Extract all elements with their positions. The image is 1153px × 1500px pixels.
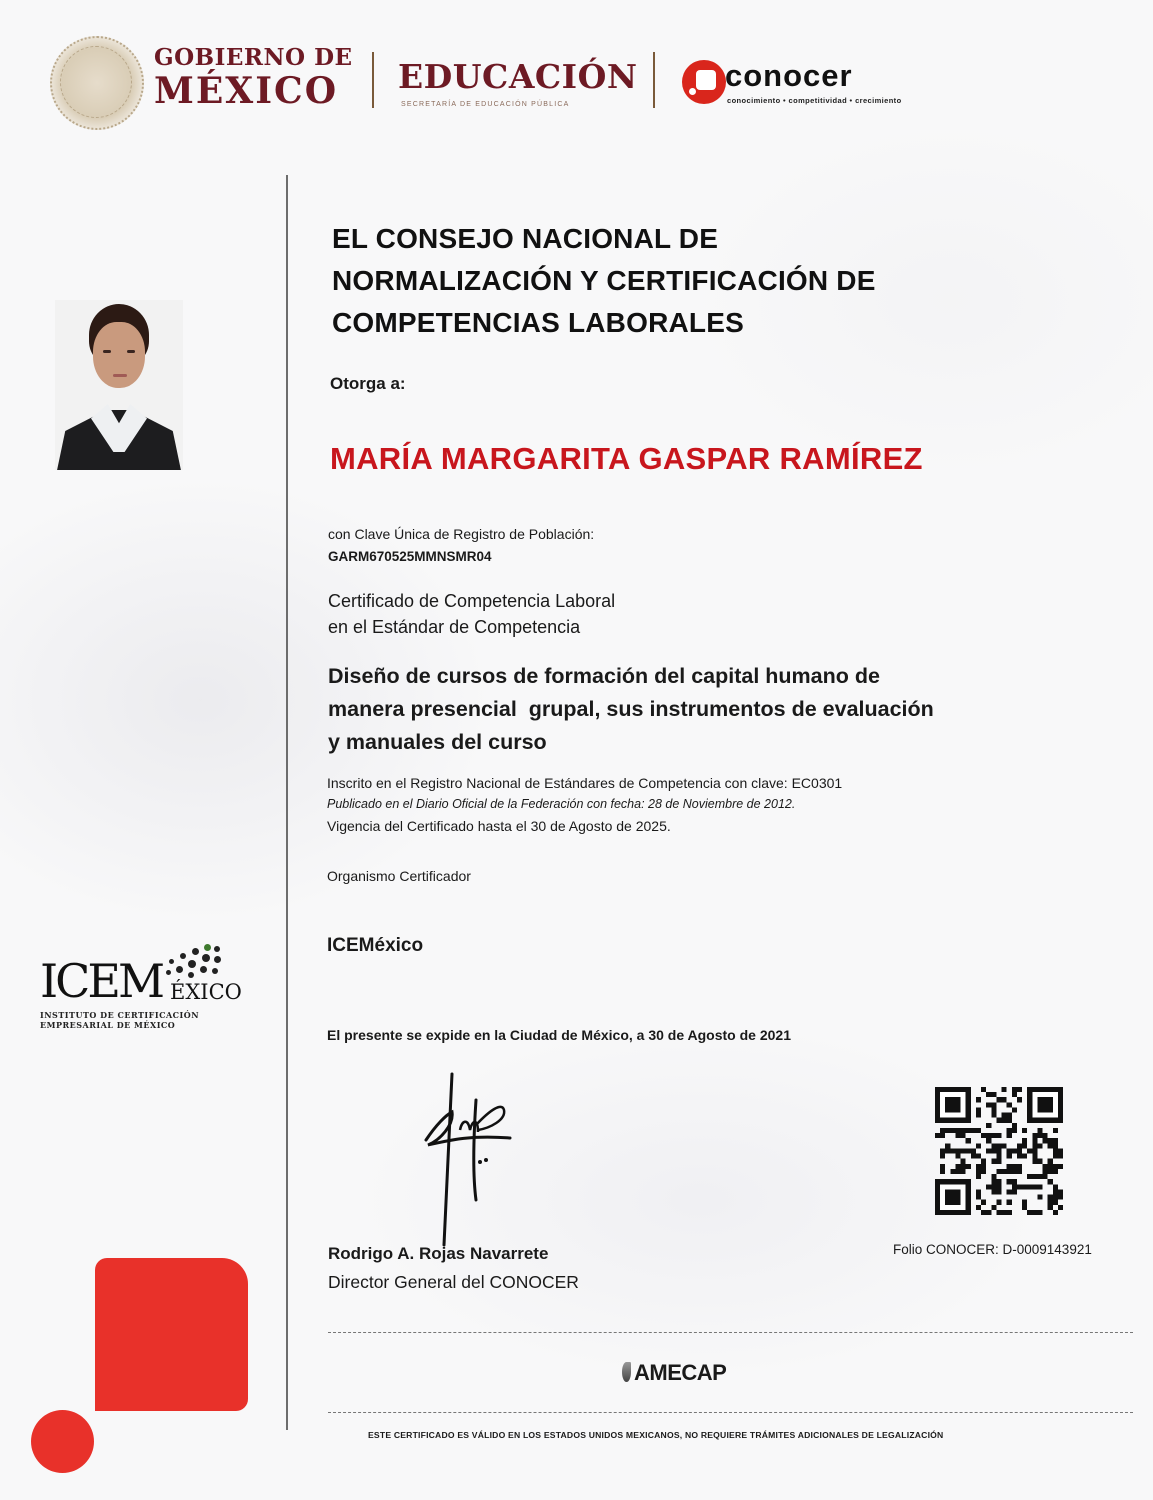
standard-title: Diseño de cursos de formación del capital humano de manera presencial grupal, sus instrumentos de evaluación y manuales del curso [328, 664, 934, 754]
header-divider [372, 52, 374, 108]
footer-divider [328, 1332, 1133, 1333]
issue-statement: El presente se expide en la Ciudad de México, a 30 de Agosto de 2021 [327, 1027, 791, 1043]
publication-line: Publicado en el Diario Oficial de la Federación con fecha: 28 de Noviembre de 2012. [327, 797, 796, 811]
issuer-line: EL CONSEJO NACIONAL DE [332, 223, 719, 254]
recipient-name: MARÍA MARGARITA GASPAR RAMÍREZ [330, 441, 923, 476]
issuer-title [332, 218, 876, 344]
signature-icon [410, 1070, 530, 1250]
legal-validity-note: ESTE CERTIFICADO ES VÁLIDO EN LOS ESTADOS UNIDOS MEXICANOS, NO REQUIERE TRÁMITES ADICIONALES DE LEGALIZACIÓN [368, 1430, 944, 1440]
icem-subtitle [40, 1010, 199, 1030]
cert-type-line: Certificado de Competencia Laboral [328, 591, 616, 611]
gobierno-line2: MÉXICO [154, 70, 339, 112]
icem-wordmark: ICEM [40, 954, 163, 1008]
icem-logo [40, 940, 242, 1040]
footer-divider [328, 1412, 1133, 1413]
qr-code-icon [935, 1086, 1063, 1216]
folio-number: Folio CONOCER: D-0009143921 [893, 1242, 1092, 1257]
gobierno-de-mexico-logo [154, 44, 353, 112]
vertical-rule [286, 175, 288, 1430]
icem-subtitle-line: INSTITUTO DE CERTIFICACIÓN [40, 1010, 200, 1020]
recipient-photo [55, 300, 183, 470]
amecap-flame-icon [622, 1362, 631, 1382]
signer-title: Director General del CONOCER [328, 1272, 579, 1292]
certificate-type [328, 588, 615, 640]
conocer-decor-dot [31, 1410, 94, 1473]
signer-name: Rodrigo A. Rojas Navarrete [328, 1244, 549, 1263]
gobierno-line1: GOBIERNO DE [154, 44, 353, 71]
issuer-line: NORMALIZACIÓN Y CERTIFICACIÓN DE [332, 265, 876, 296]
icem-wordmark-small: ÉXICO [170, 980, 242, 1004]
conocer-decor-square [95, 1258, 248, 1411]
cert-type-line: en el Estándar de Competencia [328, 617, 581, 637]
amecap-logo: AMECAP [634, 1360, 727, 1385]
icem-subtitle-line: EMPRESARIAL DE MÉXICO [40, 1020, 176, 1030]
certifier-name: ICEMéxico [327, 935, 424, 956]
educacion-subtitle: SECRETARÍA DE EDUCACIÓN PÚBLICA [401, 101, 570, 108]
conocer-logo-icon [682, 60, 726, 104]
curp-label: con Clave Única de Registro de Población: [328, 526, 595, 542]
registry-line: Inscrito en el Registro Nacional de Estándares de Competencia con clave: EC0301 [327, 775, 843, 791]
curp-value: GARM670525MMNSMR04 [328, 549, 492, 564]
validity-line: Vigencia del Certificado hasta el 30 de Agosto de 2025. [327, 818, 671, 834]
grants-label: Otorga a: [330, 374, 406, 393]
mexican-seal-icon [50, 36, 144, 130]
header-divider [653, 52, 655, 108]
issuer-line: COMPETENCIAS LABORALES [332, 307, 744, 338]
educacion-logo: EDUCACIÓN [398, 57, 638, 96]
icem-dots-icon [164, 944, 226, 980]
conocer-wordmark: conocer [725, 58, 853, 93]
certifier-label: Organismo Certificador [327, 868, 471, 884]
conocer-tagline: conocimiento • competitividad • crecimiento [727, 96, 902, 105]
